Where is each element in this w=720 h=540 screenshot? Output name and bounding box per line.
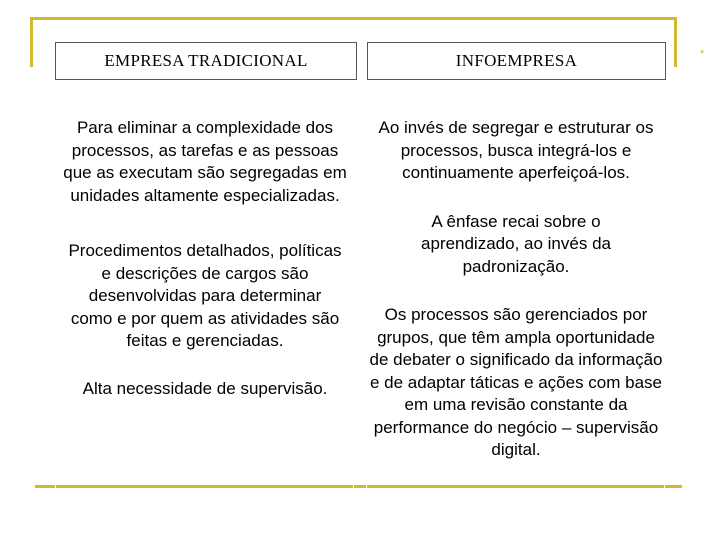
info-company-column (365, 117, 667, 462)
header-info-company: INFOEMPRESA (367, 42, 666, 80)
traditional-paragraph-2: Procedimentos detalhados, políticas e descrições de cargos são desenvolvidas para determinar como e por quem as atividades são feitas e gerenciadas. (68, 241, 342, 350)
header-traditional-company: EMPRESA TRADICIONAL (55, 42, 357, 80)
frame-right-line (674, 17, 677, 67)
bottom-line-separator (366, 484, 367, 489)
traditional-paragraph-1: Para eliminar a complexidade dos processos, as tarefas e as pessoas que as executam são segregadas em unidades altamente especializadas. (63, 118, 347, 205)
info-paragraph-2: A ênfase recai sobre o aprendizado, ao invés da padronização. (421, 211, 611, 276)
table-bottom-line (35, 485, 682, 488)
traditional-column (55, 117, 355, 400)
info-paragraph-3: Os processos são gerenciados por grupos, que têm ampla oportunidade de debater o significado da informação e de adaptar táticas e ações com base em uma revisão constante da performance do negócio – supervisão digital. (369, 305, 663, 459)
bottom-line-separator (664, 484, 665, 489)
corner-mark: * (700, 48, 705, 60)
bottom-line-separator (353, 484, 354, 489)
info-paragraph-1: Ao invés de segregar e estruturar os processos, busca integrá-los e continuamente aperfeiçoá-los. (378, 118, 654, 182)
traditional-paragraph-3: Alta necessidade de supervisão. (82, 378, 328, 398)
bottom-line-separator (55, 484, 56, 489)
frame-left-line (30, 17, 33, 67)
frame-top-line (30, 17, 677, 20)
